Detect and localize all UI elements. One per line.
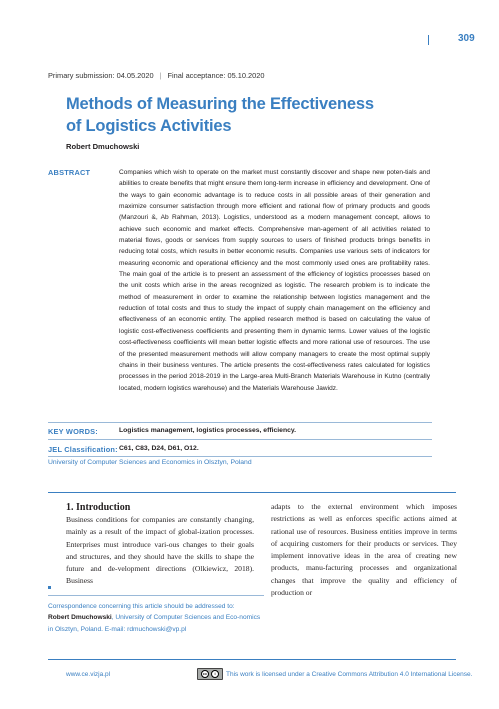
correspondence-rule [48, 595, 264, 596]
intro-column-left: Business conditions for companies are constantly changing, mainly as a result of the impact of global-ization processes. Enterprises must introduce vari-ous changes to their goals and structures, and they should have the skills to shape the future and de-velopment directions (Olkiewicz, 2018). Business [66, 515, 254, 586]
submission-dates [48, 71, 264, 80]
abstract-text: Companies which wish to operate on the market must constantly discover and shape new poten-tials and abilities to create benefits that might ensure them long-term increase in efficiency and development. One of the ways to gain economic advantage is to reduce costs in all possible areas of their generation and maximize consumer satisfaction through more efficient and rational flow of primary products and goods (Manzouri &, Ab Rahman, 2013). Logistics, understood as a modern management concept, allows to achieve such economic and market effects. Comprehensive man-agement of all activities related to material flows, goods or services from supply sources to users of finished products brings benefits in reducing total costs, which results in better economic results. Companies use various sets of indicators for measuring economic and operational efficiency and the most commonly used ones are profitability rates. The main goal of the article is to present an assessment of the efficiency of logistics processes based on the unit costs which arise in the areas recognized as logistic. The research problem is to indicate the method of measurement in order to examine the relationship between logistics management and the reduction of total costs and thus to study the impact of supply chain management on the efficiency and effectiveness of an economic entity. The applied research method is based on calculating the value of logistic cost-effectiveness coefficients and presenting them in dynamic terms. Lower values of the logistic cost-effectiveness coefficients will mean better logistic effects and more rational use of resources. The use of the presented measurement methods will allow company managers to create the most optimal supply chains in their business ventures. The article presents the cost-effectiveness rates calculated for logistics processes in the period 2018-2019 in the Large-area Multi-Branch Materials Warehouse in Kutno (centrally located, modern logistics warehouse) and the Materials Warehouse Jawidz. [119, 169, 430, 392]
divider-above-keywords [48, 422, 432, 423]
correspondence-intro: Correspondence concerning this article should be addressed to: [48, 603, 235, 610]
final-acceptance: Final acceptance: 05.10.2020 [167, 71, 265, 80]
jel-label: JEL Classification: [48, 445, 118, 454]
footer-rule [48, 659, 456, 660]
abstract-label: ABSTRACT [48, 168, 91, 177]
intro-column-right: adapts to the external environment which imposes restrictions as well as enforces specific actions aimed at rational use of resources. Business entities improve in terms of acquiring customers for their products or services. They implement innovative ideas in the area of creating new products, manu-facturing processes and organizational changes that improve the quality and efficiency of production or [271, 502, 457, 598]
keywords-label: KEY WORDS: [48, 427, 98, 436]
journal-url-link[interactable]: www.ce.vizja.pl [66, 671, 111, 678]
column-end-marker [48, 586, 51, 589]
correspondence-note [48, 601, 264, 635]
affiliation: University of Computer Sciences and Economics in Olsztyn, Poland [48, 459, 252, 466]
divider-below-keywords [48, 439, 432, 440]
dates-separator: | [159, 71, 162, 80]
correspondence-name: Robert Dmuchowski [48, 614, 112, 622]
page-number: 309 [458, 33, 475, 44]
correspondence-details: , University of Computer Sciences and Eco-nomics in Olsztyn, Poland. E-mail: rdmuchowski@vp.pl [48, 614, 261, 633]
jel-text: C61, C83, D24, D61, O12. [119, 445, 199, 452]
article-author: Robert Dmuchowski [66, 142, 140, 151]
divider-below-jel [48, 456, 432, 457]
article-title: Methods of Measuring the Effectiveness of Logistics Activities [66, 95, 374, 135]
primary-submission: Primary submission: 04.05.2020 [48, 71, 154, 80]
section-heading: 1. Introduction [66, 502, 131, 513]
license-link[interactable]: This work is licensed under a Creative Commons Attribution 4.0 International License. [226, 671, 473, 678]
keywords-text: Logistics management, logistics processes, efficiency. [119, 427, 297, 434]
creative-commons-icon[interactable]: cc i [197, 668, 223, 680]
section-top-rule [48, 492, 456, 493]
header-divider [428, 35, 429, 45]
